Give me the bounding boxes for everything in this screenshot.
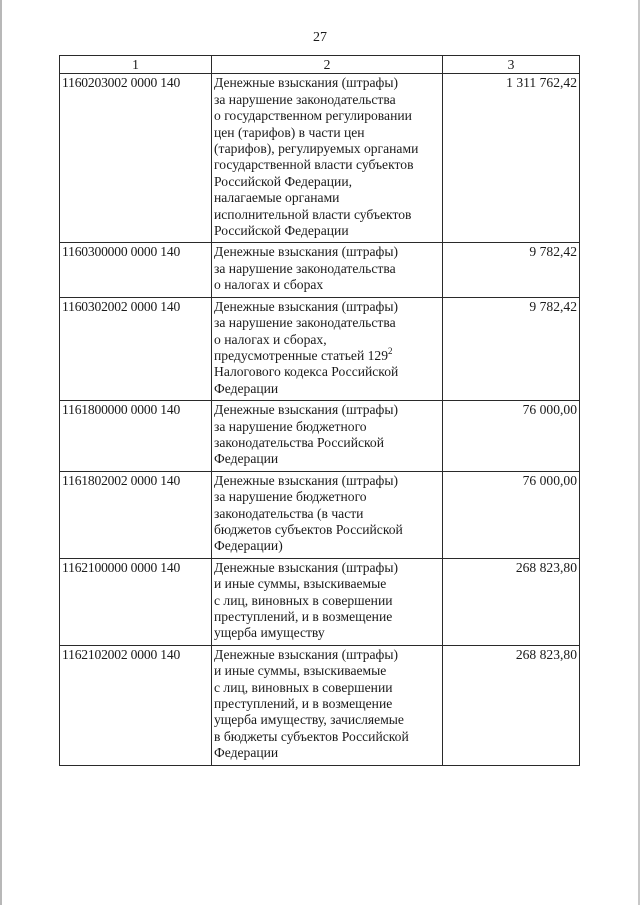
page-number: 27 [313, 30, 327, 45]
table-row [60, 243, 580, 297]
column-header-1: 1 [60, 56, 212, 74]
amount: 76 000,00 [443, 401, 580, 472]
amount: 76 000,00 [443, 471, 580, 558]
description-text-tail: Налогового кодекса Российской Федерации [214, 364, 399, 396]
budget-code: 1162102002 0000 140 [60, 645, 212, 765]
revenue-description: Денежные взыскания (штрафы) и иные суммы, взыскиваемые с лиц, виновных в совершении преступлений, и в возмещение ущерба имуществу, зачисляемые в бюджеты субъектов Российской Федерации [212, 645, 443, 765]
budget-code: 1160302002 0000 140 [60, 297, 212, 400]
table-row [60, 645, 580, 765]
budget-code: 1161802002 0000 140 [60, 471, 212, 558]
table-row [60, 471, 580, 558]
amount: 1 311 762,42 [443, 74, 580, 243]
table-header-row [60, 56, 580, 74]
amount: 268 823,80 [443, 558, 580, 645]
revenue-description: Денежные взыскания (штрафы) за нарушение законодательства о государственном регулировании цен (тарифов) в части цен (тарифов), регулируемых органами государственной власти субъектов Российской Федерации, налагаемые органами исполнительной власти субъектов Российской Федерации [212, 74, 443, 243]
table-row [60, 297, 580, 400]
budget-code: 1160203002 0000 140 [60, 74, 212, 243]
column-header-3: 3 [443, 56, 580, 74]
table-row [60, 558, 580, 645]
description-text: Денежные взыскания (штрафы) за нарушение законодательства о налогах и сборах, предусмотренные статьей 129 [214, 298, 399, 363]
revenue-description: Денежные взыскания (штрафы) за нарушение бюджетного законодательства (в части бюджетов субъектов Российской Федерации) [212, 471, 443, 558]
amount: 268 823,80 [443, 645, 580, 765]
amount: 9 782,42 [443, 297, 580, 400]
page-edge-left [0, 0, 2, 905]
revenue-table [59, 55, 580, 766]
budget-code: 1162100000 0000 140 [60, 558, 212, 645]
column-header-2: 2 [212, 56, 443, 74]
revenue-description: Денежные взыскания (штрафы) и иные суммы, взыскиваемые с лиц, виновных в совершении преступлений, и в возмещение ущерба имуществу [212, 558, 443, 645]
revenue-description: Денежные взыскания (штрафы) за нарушение бюджетного законодательства Российской Федерации [212, 401, 443, 472]
article-superscript: 2 [388, 345, 393, 356]
revenue-description [212, 297, 443, 400]
budget-code: 1161800000 0000 140 [60, 401, 212, 472]
amount: 9 782,42 [443, 243, 580, 297]
table-row [60, 74, 580, 243]
revenue-description: Денежные взыскания (штрафы) за нарушение законодательства о налогах и сборах [212, 243, 443, 297]
table-row [60, 401, 580, 472]
budget-code: 1160300000 0000 140 [60, 243, 212, 297]
